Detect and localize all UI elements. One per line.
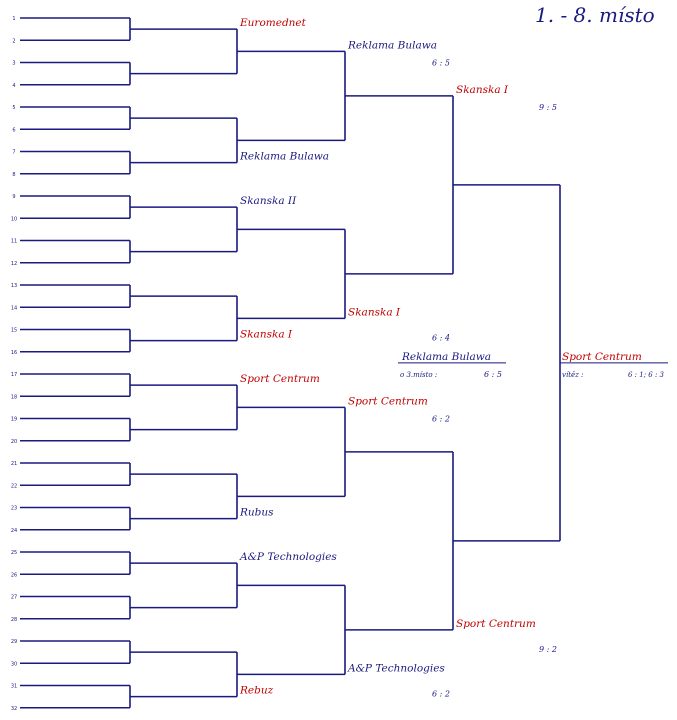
seed-number: 31 xyxy=(10,683,18,690)
round-2-teams xyxy=(239,17,337,697)
seed-number: 13 xyxy=(10,283,18,289)
seed-number: 12 xyxy=(10,260,18,267)
seed-number: 18 xyxy=(10,394,18,401)
semifinal-team: Sport Centrum xyxy=(456,617,536,630)
seed-number: 19 xyxy=(10,416,18,423)
third-place-score: 6 : 5 xyxy=(484,369,502,379)
round-3-team: Reklama Bulawa xyxy=(348,39,437,52)
seed-number: 1 xyxy=(12,16,16,22)
seed-number: 30 xyxy=(10,661,18,668)
final-winner xyxy=(562,351,665,379)
seed-number: 11 xyxy=(10,238,18,245)
seed-number: 2 xyxy=(12,38,16,45)
seed-number: 6 xyxy=(12,127,16,134)
seed-number: 4 xyxy=(12,82,16,89)
seed-number: 29 xyxy=(10,639,18,645)
semifinal-score: 9 : 5 xyxy=(539,102,557,112)
round-3-score: 6 : 5 xyxy=(432,58,450,68)
round-2-team: Reklama Bulawa xyxy=(240,150,329,163)
seed-number: 26 xyxy=(10,572,18,579)
round-2-team: A&P Technologies xyxy=(240,551,337,564)
round-2-team: Skanska II xyxy=(240,195,297,208)
seed-number: 15 xyxy=(10,327,18,334)
round-2-team: Sport Centrum xyxy=(240,373,320,386)
winner-name: Sport Centrum xyxy=(562,350,642,363)
seed-number: 14 xyxy=(10,305,18,312)
seed-number: 32 xyxy=(10,705,18,712)
round-3-team: Sport Centrum xyxy=(348,395,428,408)
seed-numbers xyxy=(11,16,17,712)
seed-number: 25 xyxy=(10,550,18,556)
round-2-team: Skanska I xyxy=(240,328,293,341)
round-3-teams xyxy=(347,39,450,698)
seed-number: 22 xyxy=(10,483,18,490)
third-place xyxy=(400,351,502,379)
third-place-label: o 3.místo : xyxy=(400,370,438,379)
seed-number: 23 xyxy=(10,505,18,512)
semifinal-teams xyxy=(456,84,557,654)
seed-number: 7 xyxy=(12,149,16,156)
round-2-team: Euromednet xyxy=(240,17,306,30)
final-score: 6 : 1; 6 : 3 xyxy=(627,370,664,379)
seed-number: 28 xyxy=(10,616,18,623)
semifinal-team: Skanska I xyxy=(456,83,509,96)
seed-number: 5 xyxy=(12,105,16,111)
round-3-score: 6 : 2 xyxy=(432,689,450,699)
seed-number: 24 xyxy=(10,527,18,534)
seed-number: 16 xyxy=(10,349,18,356)
seed-number: 3 xyxy=(12,60,16,67)
round-3-score: 6 : 2 xyxy=(432,414,450,424)
seed-number: 8 xyxy=(12,171,16,178)
seed-number: 9 xyxy=(12,194,16,200)
round-3-team: Skanska I xyxy=(348,306,401,319)
semifinal-score: 9 : 2 xyxy=(539,644,557,654)
third-place-team: Reklama Bulawa xyxy=(402,350,491,363)
page-title: 1. - 8. místo xyxy=(535,3,655,27)
seed-number: 10 xyxy=(10,216,18,223)
bracket-lines xyxy=(20,18,668,708)
round-3-score: 6 : 4 xyxy=(432,333,450,343)
seed-number: 21 xyxy=(10,461,18,467)
winner-label: vítěz : xyxy=(562,370,584,379)
round-3-team: A&P Technologies xyxy=(348,662,445,675)
seed-number: 20 xyxy=(10,438,18,445)
round-2-team: Rubus xyxy=(240,506,274,519)
seed-number: 17 xyxy=(10,372,18,378)
seed-number: 27 xyxy=(10,594,18,601)
round-2-team: Rebuz xyxy=(240,684,274,697)
